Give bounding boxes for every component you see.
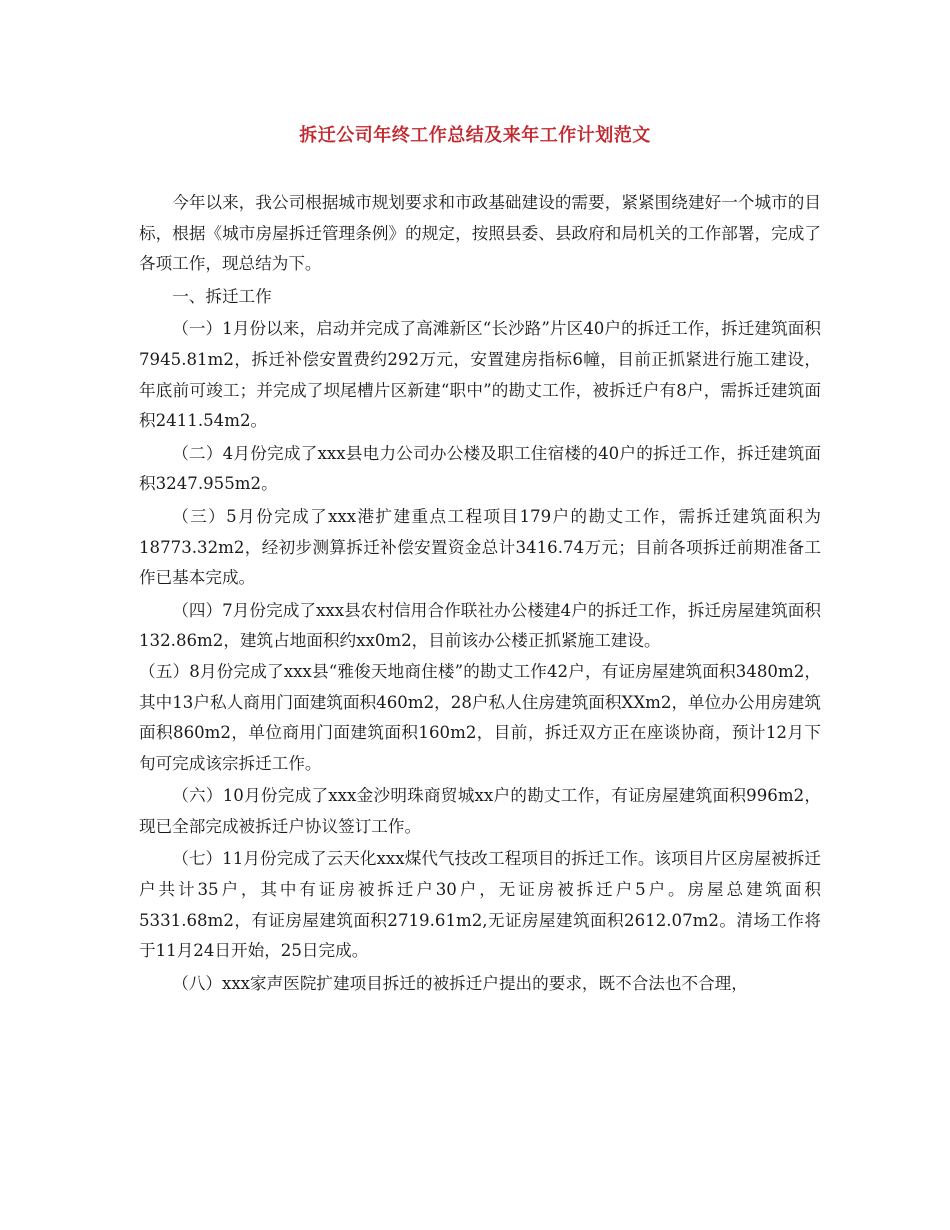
paragraph-item-6: （六）10月份完成了xxx金沙明珠商贸城xx户的勘丈工作，有证房屋建筑面积996m2，现已全部完成被拆迁户协议签订工作。 — [139, 786, 821, 836]
paragraph-item-5: （五）8月份完成了xxx县“雅俊天地商住楼”的勘丈工作42户，有证房屋建筑面积3480m2，其中13户私人商用门面建筑面积460m2，28户私人住房建筑面积XXm2，单位办公用房建筑面积860m2，单位商用门面建筑面积160m2，目前，拆迁双方正在座谈协商，预计12月下旬可完成该宗拆迁工作。 — [139, 661, 821, 773]
section-heading-demolition: 一、拆迁工作 — [172, 286, 272, 306]
paragraph-item-8: （八）xxx家声医院扩建项目拆迁的被拆迁户提出的要求，既不合法也不合理， — [172, 973, 748, 993]
document-body — [139, 188, 821, 999]
paragraph-item-7: （七）11月份完成了云天化xxx煤代气技改工程项目的拆迁工作。该项目片区房屋被拆迁户共计35户，其中有证房被拆迁户30户，无证房被拆迁户5户。房屋总建筑面积5331.68m2，有证房屋建筑面积2719.61m2,无证房屋建筑面积2612.07m2。清场工作将于11月24日开始，25日完成。 — [139, 849, 821, 961]
paragraph-intro: 今年以来，我公司根据城市规划要求和市政基础建设的需要，紧紧围绕建好一个城市的目标，根据《城市房屋拆迁管理条例》的规定，按照县委、县政府和局机关的工作部署，完成了各项工作，现总结为下。 — [139, 193, 821, 274]
paragraph-item-1: （一）1月份以来，启动并完成了高滩新区“长沙路”片区40户的拆迁工作，拆迁建筑面积7945.81m2，拆迁补偿安置费约292万元，安置建房指标6幢，目前正抓紧进行施工建设，年底前可竣工；并完成了坝尾槽片区新建“职中”的勘丈工作，被拆迁户有8户，需拆迁建筑面积2411.54m2。 — [139, 319, 821, 431]
paragraph-item-2: （二）4月份完成了xxx县电力公司办公楼及职工住宿楼的40户的拆迁工作，拆迁建筑面积3247.955m2。 — [139, 443, 821, 494]
document-title: 拆迁公司年终工作总结及来年工作计划范文 — [299, 125, 651, 146]
paragraph-item-3: （三）5月份完成了xxx港扩建重点工程项目179户的勘丈工作，需拆迁建筑面积为18773.32m2，经初步测算拆迁补偿安置资金总计3416.74万元；目前各项拆迁前期准备工作已基本完成。 — [139, 506, 821, 588]
paragraph-item-4: （四）7月份完成了xxx县农村信用合作联社办公楼建4户的拆迁工作，拆迁房屋建筑面积132.86m2，建筑占地面积约xx0m2，目前该办公楼正抓紧施工建设。 — [139, 600, 821, 651]
